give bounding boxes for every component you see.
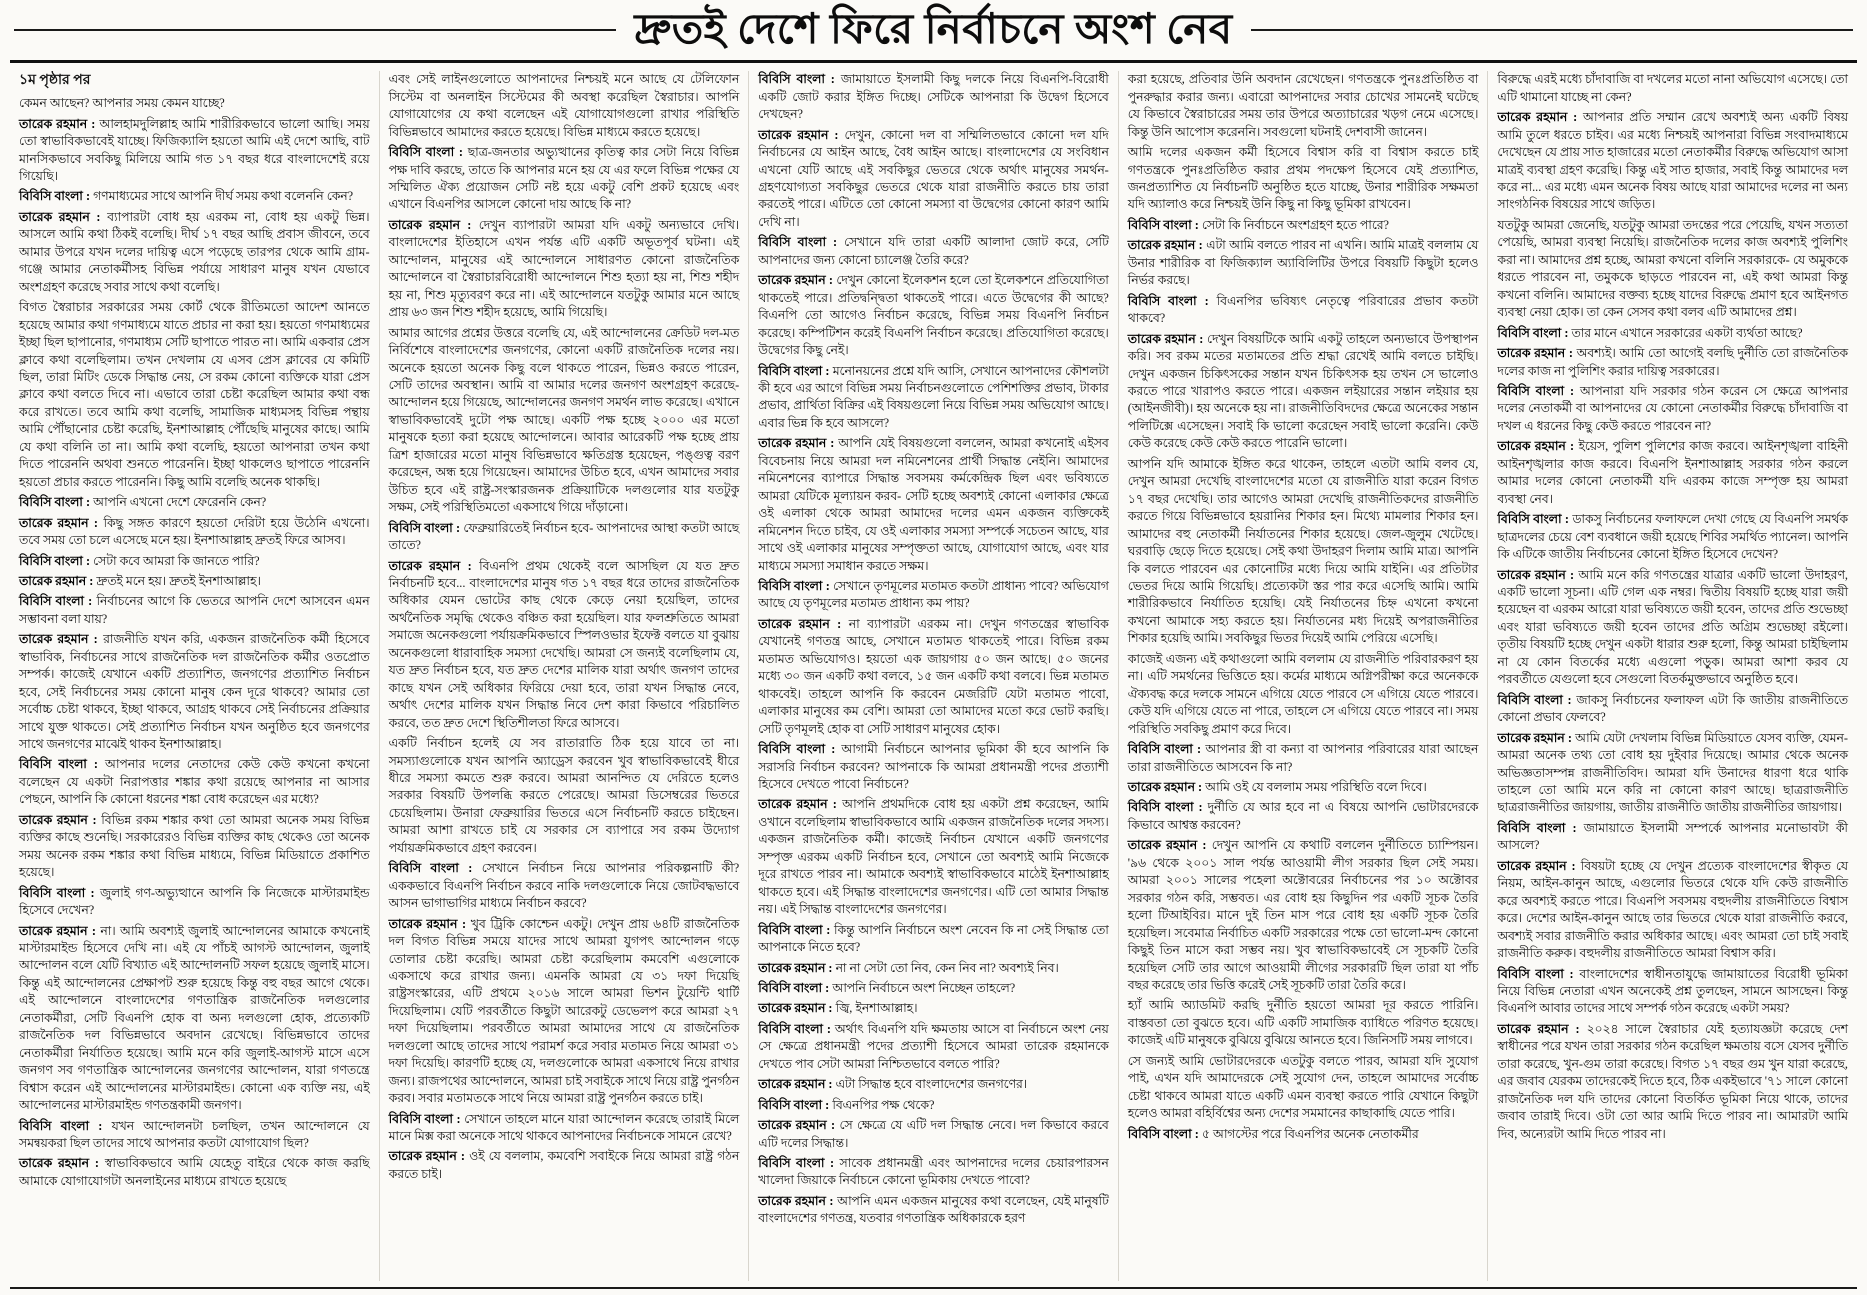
- speaker-label: তারেক রহমান :: [758, 1077, 836, 1092]
- interview-question: বিবিসি বাংলা : বিএনপির ভবিষ্যৎ নেতৃত্বে পরিবারের প্রভাব কতটা থাকবে?: [1127, 293, 1479, 326]
- interview-answer: তারেক রহমান : আপনি যেই বিষয়গুলো বললেন, আমরা কখনোই এইসব বিবেচনায় নিয়ে আমরা দল নমিনেশনের প্রার্থী সিদ্ধান্ত নেইনি। আমাদের নমিনেশনের ব্যাপারে সিদ্ধান্ত সবসময় কর্মকেন্দ্রিক ছিল এবং ভবিষ্যতে আমরা যেটিকে মূল্যায়ন করব- সেটি হচ্ছে অবশ্যই কোনো এলাকার ক্ষেত্রে ওই এলাকা থেকে আমরা আমাদের দলের এমন একজন ব্যক্তিকেই নমিনেশন দিতে চাইব, যে ওই এলাকার সমস্যা সম্পর্কে সচেতন আছে, যার সাথে ওই এলাকার মানুষের সম্পৃক্ততা আছে, যোগাযোগ আছে, এবং যার মাধ্যমে সমস্যা সমাধান করতে সক্ষম।: [758, 436, 1109, 573]
- paragraph: আমি দলের একজন কর্মী হিসেবে বিশ্বাস করি বা বিশ্বাস করতে চাই গণতন্ত্রকে পুনঃপ্রতিষ্ঠিত করার প্রথম পদক্ষেপ হিসেবে যেই প্রত্যাশিত, জনপ্রত্যাশিত যে নির্বাচনটি অনুষ্ঠিত হতে যাচ্ছে, উনার শারীরিক সক্ষমতা যদি অ্যালাও করে নিশ্চয়ই উনি কিছু না কিছু ভূমিকা রাখবেন।: [1127, 145, 1479, 212]
- interview-answer: তারেক রহমান : বিভিন্ন রকম শঙ্কার কথা তো আমরা অনেক সময় বিভিন্ন ব্যক্তির কাছে শুনেছি। সরকারেরও বিভিন্ন ব্যক্তির কাছ থেকেও তো অনেক সময় অনেক রকম শঙ্কার কথা বিভিন্ন মাধ্যমে, বিভিন্ন মিডিয়াতে প্রকাশিত হয়েছে।: [19, 812, 370, 880]
- speaker-label: বিবিসি বাংলা :: [758, 1021, 835, 1036]
- speaker-label: বিবিসি বাংলা :: [758, 363, 833, 378]
- speaker-label: তারেক রহমান :: [758, 797, 843, 812]
- paragraph: আমার আগের প্রশ্নের উত্তরে বলেছি যে, এই আন্দোলনের ক্রেডিট দল-মত নির্বিশেষে বাংলাদেশের জনগণের, কোনো একটি রাজনৈতিক দলের নয়। অনেকে হয়তো অনেক কিছু বলে থাকতে পারেন, ভিন্নও করতে পারেন, সেটি তাদের অবস্থান। আমি বা আমার দলের জনগণ অংশগ্রহণ করেছে- আন্দোলন হয়ে গিয়েছে, আন্দোলনের জনগণ সমর্থন লাভ করেছে। এখানে স্বাভাবিকভাবেই দুটো পক্ষ আছে। একটি পক্ষ হচ্ছে ২০০০ এর মতো মানুষকে হত্যা করা হয়েছে আন্দোলনে। আবার আরেকটি পক্ষ হচ্ছে প্রায় ত্রিশ হাজারের মতো মানুষ বিভিন্নভাবে ক্ষতিগ্রস্ত হয়েছেন, পঙ্গুত্ব বরণ করেছেন, অন্ধ হয়ে গিয়েছেন। আমাদের উচিত হবে, এখন আমাদের সবার উচিত হবে এই রাষ্ট্র-সংস্কারজনক প্রক্রিয়াটিকে দলগুলোর যার যতটুকু সক্ষম, সেই পরিস্থিতিমতো একসাথে গিয়ে দাঁড়ানো।: [388, 325, 740, 515]
- article-column-3: [748, 71, 1118, 1281]
- interview-question: বিবিসি বাংলা : কিন্তু আপনি নির্বাচনে অংশ নেবেন কি না সেই সিদ্ধান্ত তো আপনাকে নিতে হবে?: [758, 922, 1109, 955]
- interview-question: বিবিসি বাংলা : গণমাধ্যমের সাথে আপনি দীর্ঘ সময় কথা বলেননি কেন?: [19, 189, 354, 204]
- interview-question: বিবিসি বাংলা : জুলাই গণ-অভ্যুত্থানে আপনি কি নিজেকে মাস্টারমাইন্ড হিসেবে দেখেন?: [19, 885, 370, 918]
- interview-answer: তারেক রহমান : স্বাভাবিকভাবে আমি যেহেতু বাইরে থেকে কাজ করছি আমাকে যোগাযোগটা অনলাইনের মাধ্যমে রাখতে হয়েছে: [19, 1156, 370, 1188]
- speaker-label: তারেক রহমান :: [1497, 439, 1579, 454]
- interview-answer: তারেক রহমান : ওই যে বললাম, কমবেশি সবাইকে নিয়ে আমরা রাষ্ট্র গঠন করতে চাই।: [388, 1149, 740, 1181]
- speaker-label: তারেক রহমান :: [758, 616, 849, 631]
- interview-question: বিবিসি বাংলা : জামায়াতে ইসলামী সম্পর্কে আপনার মনোভাবটা কী আসলে?: [1497, 820, 1848, 853]
- interview-question: বিবিসি বাংলা : বিএনপির পক্ষ থেকে?: [758, 1097, 935, 1112]
- interview-question: বিবিসি বাংলা : বাংলাদেশের স্বাধীনতাযুদ্ধে জামায়াতের বিরোধী ভূমিকা নিয়ে বিভিন্ন নেতারা এখন অনেকেই প্রশ্ন তুলছেন, সামনে আসছেন। কিন্তু বিএনপি আবার তাদের সাথে সম্পর্ক গঠন করেছে একটা সময়?: [1497, 966, 1848, 1016]
- interview-question: বিবিসি বাংলা : আপনার স্ত্রী বা কন্যা বা আপনার পরিবারের যারা আছেন তারা রাজনীতিতে আসবেন কি না?: [1127, 742, 1479, 774]
- interview-question: বিবিসি বাংলা : আপনি নির্বাচনে অংশ নিচ্ছেন তাহলে?: [758, 980, 1016, 995]
- interview-answer: তারেক রহমান : বিষয়টা হচ্ছে যে দেখুন প্রত্যেক বাংলাদেশের স্বীকৃত যে নিয়ম, আইন-কানুন আছে, এগুলোর ভিতরে থেকে যদি কেউ রাজনীতি করে অবশ্যই করতে পারে। বিএনপি সবসময় বহুদলীয় রাজনীতিতে বিশ্বাস করে। দেশের আইন-কানুন আছে তার ভিতরে থেকে যারা রাজনীতি করবে, অবশ্যই সবার রাজনীতি করার অধিকার আছে। এবং আমরা তো চাই সবাই রাজনীতি করুক। বহুদলীয় রাজনীতিতে আমরা বিশ্বাস করি।: [1497, 858, 1848, 961]
- speaker-label: বিবিসি বাংলা :: [1497, 384, 1580, 398]
- interview-answer: তারেক রহমান : ইয়েস, পুলিশ পুলিশের কাজ করবে। আইনশৃঙ্খলা বাহিনী আইনশৃঙ্খলার কাজ করবে। বিএনপি ইনশাআল্লাহ সরকার গঠন করলে আমার দলের কোনো নেতাকর্মী যদি এরকম কাজে সম্পৃক্ত হয় আমরা ব্যবস্থা নেব।: [1497, 439, 1848, 506]
- interview-answer: তারেক রহমান : দ্রুতই মনে হয়। দ্রুতই ইনশাআল্লাহ।: [19, 573, 261, 588]
- interview-answer: তারেক রহমান : দেখুন আপনি যে কথাটি বললেন দুর্নীতিতে চ্যাম্পিয়ন। '৯৬ থেকে ২০০১ সাল পর্যন্ত আওয়ামী লীগ সরকার ছিল সেই সময়। আমরা ২০০১ সালের পহেলা অক্টোবরের নির্বাচনের পর ১০ অক্টোবর সরকার গঠন করি, সম্ভবত। এর বোধ হয় কিছুদিন পর একটি সূচক তৈরি হলো টিআইবির। মানে দুই তিন মাস পরে বোধ হয় একটি সূচক তৈরি হয়েছিল। সবেমাত্র নির্বাচিত একটি সরকারের পক্ষে তো ভালো-মন্দ কোনো কিছুই তিন মাসে করা সম্ভব নয়। খুব স্বাভাবিকভাবেই সে সূচকটি তৈরি হয়েছিল সেটি তার আগে আওয়ামী লীগের সরকারটি ছিল তারা যা পাঁচ বছর করেছে তার ভিত্তি করেই সেই সূচকটি তারা তৈরি করে।: [1127, 838, 1479, 992]
- speaker-label: তারেক রহমান :: [1497, 1021, 1587, 1036]
- interview-answer: তারেক রহমান : আপনি প্রথমদিকে বোধ হয় একটা প্রশ্ন করেছেন, আমি ওখানে বলেছিলাম স্বাভাবিকভাবে আমি একজন রাজনৈতিক দলের সদস্য। একজন রাজনৈতিক কর্মী। কাজেই নির্বাচন যেখানে একটি জনগণের সম্পৃক্ত এরকম একটি নির্বাচন হবে, সেখানে তো অবশ্যই আমি নিজেকে দূরে রাখতে পারব না। আমাকে অবশ্যই স্বাভাবিকভাবে মাঠেই ইনশাআল্লাহ থাকতে হবে। এই সিদ্ধান্ত বাংলাদেশের জনগণের। এটি তো আমার সিদ্ধান্ত নয়। এই সিদ্ধান্ত বাংলাদেশের জনগণের।: [758, 797, 1109, 917]
- interview-question: বিবিসি বাংলা : সাবেক প্রধানমন্ত্রী এবং আপনাদের দলের চেয়ারপারসন খালেদা জিয়াকে নির্বাচনে কোনো ভূমিকায় দেখতে পাবো?: [758, 1156, 1109, 1188]
- paragraph: বিগত স্বৈরাচার সরকারের সময় কোর্ট থেকে রীতিমতো আদেশ আনতে হয়েছে আমার কথা গণমাধ্যমে যাতে প্রচার না করা হয়। হয়তো গণমাধ্যমের ইচ্ছা ছিল ছাপানোর, গণমাধ্যম সেটি ছাপাতে পারত না। আমি একবার প্রেস ক্লাবে কথা বলেছিলাম। তখন দেখলাম যে এসব প্রেস ক্লাবের যে কমিটি ছিল, তারা মিটিং ডেকে সিদ্ধান্ত নেয়, সে রকম কোনো ব্যক্তিকে যারা প্রেস ক্লাবে কথা বলতে দিবে না। এভাবে তারা চেষ্টা করেছিল আমার কথা বন্ধ করে রাখতে। তবে আমি কথা বলেছি, সামাজিক মাধ্যমসহ বিভিন্ন পন্থায় আমি পৌঁছানোর চেষ্টা করেছি, ইনশাআল্লাহ পৌঁছেছি মানুষের কাছে। আমি যে কথা বলিনি তা না। আমি কথা বলেছি, হয়তো আপনারা তখন কথা দিতে পারেননি অথবা শুনতে পারেননি। ইচ্ছা থাকলেও ছাপাতে পারেননি হয়তো প্রচার করতে পারেননি। কিছু আমি বলেছি অনেক থাকছি।: [19, 300, 370, 489]
- article-column-2: [379, 71, 749, 1281]
- speaker-label: তারেক রহমান :: [388, 217, 479, 232]
- interview-question: বিবিসি বাংলা : ছাত্র-জনতার অভ্যুত্থানের কৃতিত্ব কার সেটা নিয়ে বিভিন্ন পক্ষ দাবি করছে, তাতে কি আপনার মনে হয় যে এর ফলে বিভিন্ন পক্ষের যে সম্মিলিত ঐক্য প্রয়োজন সেটি নষ্ট হয়ে একটু বেশি প্রকট হয়েছে এবং এখানে বিএনপির আসলে কোনো দায় আছে কি না?: [388, 145, 740, 212]
- interview-answer: তারেক রহমান : আমি মনে করি গণতন্ত্রের যাত্রার একটি ভালো উদাহরণ, একটি ভালো সূচনা। এটি গেল এক নম্বর। দ্বিতীয় বিষয়টি হচ্ছে যারা জয়ী হয়েছেন বা এরকম আরো যারা ভবিষ্যতে জয়ী হবেন, তাদের প্রতি শুভেচ্ছা এবং যারা ভবিষ্যতে জয়ী হবেন তাদের প্রতি অগ্রিম শুভেচ্ছা রইলো। তৃতীয় বিষয়টি হচ্ছে দেখুন একটা ধারার শুরু হলো, কিন্তু আমরা চাইছিলাম না যে কোন বিতর্কের মধ্যে এগুলো পড়ুক। আমরা আশা করব যে পরবর্তীতে যেগুলো হবে সেগুলো বিতর্কমুক্তভাবে অনুষ্ঠিত হবে।: [1497, 567, 1848, 687]
- speaker-label: বিবিসি বাংলা :: [19, 594, 97, 609]
- paragraph: হ্যাঁ আমি অ্যাডমিট করছি দুর্নীতি হয়তো আমরা দূর করতে পারিনি। বাস্তবতা তো বুঝতে হবে। এটি একটি সামাজিক ব্যাধিতে পরিণত হয়েছে। কাজেই এটি মানুষকে বুঝিয়ে বুঝিয়ে আনতে হবে। জিনিসটি সময় লাগবে।: [1127, 998, 1479, 1048]
- interview-answer: তারেক রহমান : ব্যাপারটা বোধ হয় এরকম না, বোধ হয় একটু ভিন্ন। আসলে আমি কথা ঠিকই বলেছি। দীর্ঘ ১৭ বছর আছি প্রবাস জীবনে, তবে আমার উপরে যখন দলের দায়িত্ব এসে পড়েছে তারপর থেকে আমি গ্রাম-গঞ্জে আমার নেতাকর্মীসহ বিভিন্ন পর্যায়ে সাধারণ মানুষ যখন যেভাবে অংশগ্রহণ করেছে সবার সাথে কথা বলেছি।: [19, 209, 370, 294]
- interview-answer: তারেক রহমান : না ব্যাপারটা এরকম না। দেখুন গণতন্ত্রের স্বাভাবিক যেখানেই গণতন্ত্র আছে, সেখানে মতামত থাকতেই পারে। বিভিন্ন রকম মতামত অভিযোগও। হয়তো এক জায়গায় ৫০ জন আছে। ৫০ জনের মধ্যে ৩০ জন একটি কথা বলবে, ১৫ জন একটি কথা বলবে। ভিন্ন মতামত থাকবেই। তাহলে আপনি কি করবেন মেজরিটি যেটা মতামত পাবো, এলাকার মানুষের কম বেশি। আমরা তো আমাদের মতো করে ভোট করছি। সেটি তৃণমূলই হোক বা সেটি সাধারণ মানুষের হোক।: [758, 616, 1109, 736]
- interview-question: বিবিসি বাংলা : নির্বাচনের আগে কি ভেতরে আপনি দেশে আসবেন এমন সম্ভাবনা বলা যায়?: [19, 594, 370, 626]
- speaker-label: তারেক রহমান :: [1497, 858, 1581, 873]
- speaker-label: তারেক রহমান :: [1127, 331, 1208, 346]
- interview-question: বিবিসি বাংলা : সেখানে নির্বাচন নিয়ে আপনার পরিকল্পনাটি কী? এককভাবে বিএনপি নির্বাচন করবে নাকি দলগুলোকে নিয়ে জোটবদ্ধভাবে আসন ভাগাভাগির মাধ্যমে নির্বাচন করবে?: [388, 861, 740, 911]
- interview-question: বিবিসি বাংলা : মনোনয়নের প্রশ্নে যদি আসি, সেখানে আপনাদের কৌশলটা কী হবে এর আগে বিভিন্ন সময় নির্বাচনগুলোতে পেশিশক্তির প্রভাব, টাকার প্রভাব, প্রার্থিতা বিক্রির এই বিষয়গুলো নিয়ে বিভিন্ন সময় অভিযোগ আছে। এবার ভিন্ন কি হবে আসলে?: [758, 363, 1109, 430]
- interview-question: বিবিসি বাংলা : তার মানে এখানে সরকারের একটা ব্যর্থতা আছে?: [1497, 325, 1803, 340]
- speaker-label: তারেক রহমান :: [19, 1156, 105, 1171]
- interview-question: বিবিসি বাংলা : আপনারা যদি সরকার গঠন করেন সে ক্ষেত্রে আপনার দলের নেতাকর্মী বা আপনাদের যে কোনো নেতাকর্মীর বিরুদ্ধে চাঁদাবাজি বা দখল এ ধরনের কিছু কেউ করতে পারবেন না?: [1497, 384, 1848, 433]
- speaker-label: বিবিসি বাংলা :: [758, 922, 834, 937]
- interview-question: বিবিসি বাংলা : আগামী নির্বাচনে আপনার ভূমিকা কী হবে আপনি কি সরাসরি নির্বাচন করবেন? আপনাকে কি আমরা প্রধানমন্ত্রী পদের প্রত্যাশী হিসেবে দেখতে পাবো নির্বাচনে?: [758, 742, 1109, 791]
- speaker-label: বিবিসি বাংলা :: [1497, 692, 1577, 707]
- interview-question: বিবিসি বাংলা : সেটা কি নির্বাচনে অংশগ্রহণ হতে পারে?: [1127, 217, 1389, 232]
- speaker-label: বিবিসি বাংলা :: [19, 757, 105, 772]
- interview-answer: তারেক রহমান : দেখুন বিষয়টিকে আমি একটু তাহলে অন্যভাবে উপস্থাপন করি। সব রকম মতের মতামতের প্রতি শ্রদ্ধা রেখেই আমি বলতে চাইছি। দেখুন একজন চিকিৎসকের সন্তান যখন চিকিৎসক হয় তখন সে ভালোও করতে পারে খারাপও করতে পারে। একজন লইয়ারের সন্তান লইয়ার হয় (আইনজীবী)। হয় অনেকে হয় না। রাজনীতিবিদদের ক্ষেত্রে অনেকের সন্তান পলিটিক্সে এসেছেন। সবাই কি ভালো করেছেন সবাই ভালো করেনি। কেউ কেউ করেছে কেউ কেউ করতে পারেনি ভালো।: [1127, 331, 1479, 451]
- interview-answer: তারেক রহমান : এটা আমি বলতে পারব না এখনি। আমি মাত্রই বললাম যে উনার শারীরিক বা ফিজিক্যাল অ্যাবিলিটির উপরে বিষয়টি কিছুটা হলেও নির্ভর করছে।: [1127, 238, 1479, 288]
- paragraph: সে জন্যই আমি ভোটারদেরকে এতটুকু বলতে পারব, আমরা যদি সুযোগ পাই, এখন যদি আমাদেরকে সেই সুযোগ দেন, তাহলে আমাদের সর্বোচ্চ চেষ্টা থাকবে আমরা যাতে একটি এমন ব্যবস্থা করতে পারি যেখানে কিছুটা হলেও আমরা বহির্বিশ্বের অন্য দেশের সমমানের কাছাকাছি যেতে পারি।: [1127, 1053, 1479, 1121]
- speaker-label: তারেক রহমান :: [1497, 730, 1576, 745]
- interview-answer: তারেক রহমান : না না সেটা তো নিব, কেন নিব না? অবশ্যই নিব।: [758, 960, 1059, 975]
- speaker-label: তারেক রহমান :: [388, 916, 471, 931]
- speaker-label: বিবিসি বাংলা :: [1127, 293, 1217, 308]
- masthead: [0, 0, 1867, 56]
- interview-answer: তারেক রহমান : ২০২৪ সালে স্বৈরাচার যেই হত্যাযজ্ঞটা করেছে দেশ স্বাধীনের পরে যখন তারা সরকার গঠন করেছিল ক্ষমতায় বসে যেসব দুর্নীতি তারা করেছে, খুন-গুম তারা করেছে। বিগত ১৭ বছর গুম খুন যারা করেছে, এর জবাব যেরকম তাদেরকেই দিতে হবে, ঠিক একইভাবে '৭১ সালে কোনো রাজনৈতিক দল যদি তাদের কোনো বিতর্কিত ভূমিকা নিয়ে থাকে, তাদের জবাব তারাই দিবে। ওটা তো আর আমি দিতে পারব না। আমারটা আমি দিব, অন্যেরটা আমি দিতে পারব না।: [1497, 1021, 1848, 1141]
- interview-question: বিবিসি বাংলা : সেখানে তৃণমূলের মতামত কতটা প্রাধান্য পাবে? অভিযোগ আছে যে তৃণমূলের মতামত প্রাধান্য কম পায়?: [758, 578, 1109, 611]
- speaker-label: তারেক রহমান :: [758, 1193, 838, 1208]
- speaker-label: তারেক রহমান :: [758, 436, 839, 451]
- interview-question: বিবিসি বাংলা : সেখানে তাহলে মানে যারা আন্দোলন করেছে তারাই মিলে মানে মিক্স করা অনেকে সাথে থাকবে আপনাদের নির্বাচনকে সামনে রেখে?: [388, 1111, 740, 1144]
- speaker-label: বিবিসি বাংলা :: [19, 885, 100, 900]
- interview-question: বিবিসি বাংলা : আপনার দলের নেতাদের কেউ কেউ কখনো কখনো বলেছেন যে একটা নিরাপত্তার শঙ্কার কথা রয়েছে আপনার না আসার পেছনে, আপনি কি কোনো ধরনের শঙ্কা বোধ করেছেন এর মধ্যে?: [19, 757, 370, 807]
- interview-answer: তারেক রহমান : অবশ্যই। আমি তো আগেই বলছি দুর্নীতি তো রাজনৈতিক দলের কাজ না পুলিশিং করার দায়িত্ব সরকারের।: [1497, 346, 1848, 378]
- paragraph: একটি নির্বাচন হলেই যে সব রাতারাতি ঠিক হয়ে যাবে তা না। সমস্যাগুলোকে যখন আপনি অ্যাড্রেস করবেন খুব স্বাভাবিকভাবেই ধীরে ধীরে সমস্যা কমতে শুরু করবে। আমরা আনন্দিত যে দেরিতে হলেও সরকার বিষয়টি উপলব্ধি করতে পেরেছে। আমরা ডিসেম্বরের ভিতরে চেয়েছিলাম। উনারা ফেব্রুয়ারির ভিতরে এসে নির্বাচনটি করতে চাইছেন। আমরা আশা রাখতে চাই যে সরকার সে ব্যাপারে সব রকম উদ্যোগ পর্যায়ক্রমিকভাবে গ্রহণ করবেন।: [388, 736, 740, 855]
- paragraph: কেমন আছেন? আপনার সময় কেমন যাচ্ছে?: [19, 96, 225, 111]
- speaker-label: বিবিসি বাংলা :: [1127, 1126, 1202, 1141]
- speaker-label: বিবিসি বাংলা :: [758, 235, 845, 250]
- speaker-label: তারেক রহমান :: [1497, 346, 1577, 361]
- interview-question: বিবিসি বাংলা : অর্থাৎ বিএনপি যদি ক্ষমতায় আসে বা নির্বাচনে অংশ নেয় সে ক্ষেত্রে প্রধানমন্ত্রী পদের প্রত্যাশী হিসেবে আমরা তারেক রহমানকে দেখতে পাব সেটা আমরা নিশ্চিতভাবে বলতে পারি?: [758, 1021, 1109, 1071]
- speaker-label: তারেক রহমান :: [1127, 779, 1206, 794]
- speaker-label: তারেক রহমান :: [388, 1149, 470, 1164]
- speaker-label: বিবিসি বাংলা :: [758, 1097, 833, 1112]
- speaker-label: তারেক রহমান :: [758, 273, 837, 288]
- page-title: দ্রুতই দেশে ফিরে নির্বাচনে অংশ নেব: [634, 7, 1233, 53]
- interview-answer: তারেক রহমান : আলহামদুলিল্লাহ আমি শারীরিকভাবে ভালো আছি। সময় তো স্বাভাবিকভাবেই যাচ্ছে। ফিজিক্যালি হয়তো আমি এই দেশে আছি, বাট মানসিকভাবে সবকিছু মিলিয়ে আমি গত ১৭ বছর ধরে বাংলাদেশেই রয়ে গিয়েছি।: [19, 116, 370, 183]
- interview-answer: তারেক রহমান : দেখুন কোনো ইলেকশন হলে তো ইলেকশনে প্রতিযোগিতা থাকতেই পারে। প্রতিদ্বন্দ্বিতা থাকতেই পারে। এতে উদ্বেগের কী আছে? বিএনপি তো আগেও নির্বাচন করেছে, বিভিন্ন সময় বিএনপি নির্বাচন করেছে। কম্পিটিশন করেই বিএনপি নির্বাচন করেছে। প্রতিযোগিতা করেছে। উদ্বেগের কিছু নেই।: [758, 273, 1109, 358]
- interview-question: বিবিসি বাংলা : দুর্নীতি যে আর হবে না এ বিষয়ে আপনি ভোটারদেরকে কিভাবে আশ্বস্ত করবেন?: [1127, 800, 1479, 832]
- interview-answer: তারেক রহমান : কিছু সঙ্গত কারণে হয়তো দেরিটা হয়ে উঠেনি এখনো। তবে সময় তো চলে এসেছে মনে হয়। ইনশাআল্লাহ দ্রুতই ফিরে আসব।: [19, 515, 370, 548]
- speaker-label: বিবিসি বাংলা :: [19, 1118, 112, 1133]
- speaker-label: বিবিসি বাংলা :: [1497, 512, 1573, 527]
- speaker-label: তারেক রহমান :: [758, 1001, 836, 1016]
- article-column-1: [10, 71, 379, 1281]
- interview-answer: তারেক রহমান : জ্বি, ইনশাআল্লাহ।: [758, 1001, 918, 1016]
- speaker-label: বিবিসি বাংলা :: [758, 1156, 840, 1171]
- paragraph: করা হয়েছে, প্রতিবার উনি অবদান রেখেছেন। গণতন্ত্রকে পুনঃপ্রতিষ্ঠিত বা পুনরুদ্ধার করার জন্য। এবারো আপনাদের সবার চোখের সামনেই ঘটেছে যে কিভাবে স্বৈরাচারের সময় তার উপরে অত্যাচারের খড়গ নেমে এসেছে। কিন্তু উনি আপোস করেননি। সবগুলো ঘটনাই দেশবাসী জানেন।: [1127, 72, 1479, 139]
- speaker-label: তারেক রহমান :: [19, 116, 100, 131]
- article-column-4: [1118, 71, 1488, 1281]
- interview-answer: তারেক রহমান : আমি ওই যে বললাম সময় পরিস্থিতি বলে দিবে।: [1127, 779, 1427, 794]
- interview-answer: তারেক রহমান : আপনি এমন একজন মানুষের কথা বলেছেন, যেই মানুষটি বাংলাদেশের গণতন্ত্র, যতবার গণতান্ত্রিক অধিকারকে হরণ: [758, 1193, 1109, 1226]
- speaker-label: তারেক রহমান :: [19, 632, 104, 647]
- speaker-label: বিবিসি বাংলা :: [758, 742, 842, 757]
- paragraph: বিরুদ্ধে এরই মধ্যে চাঁদাবাজি বা দখলের মতো নানা অভিযোগ এসেছে। তো এটি থামানো যাচ্ছে না কেন?: [1497, 72, 1848, 104]
- speaker-label: তারেক রহমান :: [758, 1118, 840, 1133]
- interview-answer: তারেক রহমান : খুব ট্রিকি কোশ্চেন একটু। দেখুন প্রায় ৬৪টি রাজনৈতিক দল বিগত বিভিন্ন সময়ে যাদের সাথে আমরা যুগপৎ আন্দোলন গড়ে তোলার চেষ্টা করেছি। আমরা চেষ্টা করেছিলাম কমবেশি এগুলোকে একসাথে করে রাখার জন্য। এমনকি আমরা যে ৩১ দফা দিয়েছি রাষ্ট্রসংস্কারের, এটি প্রথমে ২০১৬ সালে আমরা ভিশন টুয়েন্টি থার্টি দিয়েছিলাম। যেটি পরবর্তীতে কিছুটা আরেকটু ডেভেলপ করে আমরা ২৭ দফা দিয়েছিলাম। পরবর্তীতে আমরা আমাদের সাথে যে রাজনৈতিক দলগুলো আছে তাদের সাথে পরামর্শ করে সবার মতামত নিয়ে আমরা ৩১ দফা দিয়েছি। কারণটি হচ্ছে যে, দলগুলোকে আমরা একসাথে নিয়ে রাখার জন্য। রাজপথের আন্দোলনে, আমরা চাই সবাইকে সাথে নিয়ে রাষ্ট্র পুনর্গঠন করব। সবার মতামতকে সাথে নিয়ে আমরা রাষ্ট্র পুনর্গঠন করতে চাই।: [388, 916, 740, 1106]
- speaker-label: তারেক রহমান :: [1497, 110, 1584, 125]
- article-column-5: [1487, 71, 1857, 1281]
- speaker-label: তারেক রহমান :: [1127, 238, 1207, 253]
- article-body: [0, 63, 1867, 1285]
- interview-answer: তারেক রহমান : দেখুন ব্যাপারটা আমরা যদি একটু অন্যভাবে দেখি। বাংলাদেশের ইতিহাসে এখন পর্যন্ত এটি একটি অভূতপূর্ব ঘটনা। এই আন্দোলন, মানুষের এই আন্দোলনে সাধারণত কোনো রাজনৈতিক আন্দোলনে বা স্বৈরাচারবিরোধী আন্দোলনে শিশু হত্যা হয় না, শিশু শহীদ হয় না, শিশু মৃত্যুবরণ করে না। এই আন্দোলনে যতটুকু আমার মনে আছে প্রায় ৬৩ জন শিশু শহীদ হয়েছে, আমি গিয়েছি।: [388, 217, 740, 320]
- speaker-label: বিবিসি বাংলা :: [388, 145, 468, 160]
- speaker-label: বিবিসি বাংলা :: [1127, 742, 1206, 757]
- speaker-label: বিবিসি বাংলা :: [388, 520, 464, 535]
- paragraph: যতটুকু আমরা জেনেছি, যতটুকু আমরা তদন্তের পরে পেয়েছি, যখন সত্যতা পেয়েছি, আমরা ব্যবস্থা নিয়েছি। রাজনৈতিক দলের কাজ অবশ্যই পুলিশিং করা না। আমাদের প্রশ্ন হচ্ছে, আমরা কখনো বলিনি সরকারকে- যে অমুককে ধরতে পারবেন না, তমুককে ছাড়তে পারবেন না, এই কথা আমরা কিন্তু কখনো বলিনি। আমাদের বক্তব্য হচ্ছে যাদের বিরুদ্ধে প্রমাণ হবে আইনগত ব্যবস্থা নেয়া হোক। তা কেন সেসব কথা বলব এটি আমাদের প্রশ্ন।: [1497, 217, 1848, 320]
- interview-question: বিবিসি বাংলা : যখন আন্দোলনটা চলছিল, তখন আন্দোলনে যে সমন্বয়করা ছিল তাদের সাথে আপনার কতটা যোগাযোগ ছিল?: [19, 1118, 370, 1150]
- paragraph: কাজেই এজন্য এই কথাগুলো আমি বললাম যে রাজনীতি পরিবারকরণ হয় না। এটি সমর্থনের ভিত্তিতে হয়। কর্মের মাধ্যমে অগ্নিপরীক্ষা করে অনেককে ঐক্যবদ্ধ করে দলকে সামনে এগিয়ে যেতে পারবে সে এগিয়ে যেতে পারবে। কেউ যদি এগিয়ে যেতে না পারে, তাহলে সে এগিয়ে যেতে পারবে না। সময় পরিস্থিতি সবকিছু প্রমাণ করে দিবে।: [1127, 651, 1479, 736]
- bottom-rule: [10, 1287, 1857, 1289]
- interview-answer: তারেক রহমান : সে ক্ষেত্রে যে এটি দল সিদ্ধান্ত নেবে। দল কিভাবে করবে এটি দলের সিদ্ধান্ত।: [758, 1118, 1109, 1150]
- speaker-label: বিবিসি বাংলা :: [1497, 325, 1572, 340]
- speaker-label: তারেক রহমান :: [19, 573, 97, 588]
- speaker-label: তারেক রহমান :: [19, 515, 104, 530]
- speaker-label: তারেক রহমান :: [388, 558, 480, 573]
- speaker-label: তারেক রহমান :: [758, 127, 845, 142]
- speaker-label: বিবিসি বাংলা :: [1127, 800, 1208, 815]
- interview-answer: তারেক রহমান : রাজনীতি যখন করি, একজন রাজনৈতিক কর্মী হিসেবে স্বাভাবিক, নির্বাচনের সাথে রাজনৈতিক দল রাজনৈতিক কর্মীর ওতপ্রোত সম্পর্ক। কাজেই যেখানে একটি প্রত্যাশিত, জনগণের প্রত্যাশিত নির্বাচন হবে, সেই নির্বাচনের সময় কোনো মানুষ কেন দূরে থাকবে? আমার তো সর্বোচ্চ চেষ্টা থাকবে, ইচ্ছা থাকবে, আগ্রহ থাকবে সেই নির্বাচনের প্রক্রিয়ার সাথে যুক্ত থাকতে। সেই প্রত্যাশিত নির্বাচন যখন অনুষ্ঠিত হবে জনগণের সাথে জনগণের মাঝেই থাকব ইনশাআল্লাহ।: [19, 632, 370, 752]
- speaker-label: বিবিসি বাংলা :: [758, 72, 841, 87]
- continuation-label: ১ম পৃষ্ঠার পর: [19, 73, 91, 89]
- interview-question: বিবিসি বাংলা : সেটা কবে আমরা কি জানতে পারি?: [19, 553, 260, 568]
- interview-answer: তারেক রহমান : আপনার প্রতি সম্মান রেখে অবশ্যই অন্য একটি বিষয় আমি তুলে ধরতে চাইব। এর মধ্যে নিশ্চয়ই আপনারা বিভিন্ন সংবাদমাধ্যমে দেখেছেন যে প্রায় সাত হাজারের মতো নেতাকর্মীর বিরুদ্ধে অভিযোগ আসা মাত্রই ব্যবস্থা গ্রহণ করেছি। কিন্তু এই সাত হাজার, সবাই কিন্তু আমাদের দল করে না... এর মধ্যে এমন অনেক বিষয় আছে যারা আমাদের দলের না অন্য সাংগঠনিক বিষয়ের সাথে জড়িত।: [1497, 110, 1848, 212]
- speaker-label: তারেক রহমান :: [19, 923, 101, 938]
- speaker-label: বিবিসি বাংলা :: [1127, 217, 1202, 232]
- interview-question: বিবিসি বাংলা : সেখানে যদি তারা একটি আলাদা জোট করে, সেটি আপনাদের জন্য কোনো চ্যালেঞ্জ তৈরি করে?: [758, 235, 1109, 267]
- interview-answer: তারেক রহমান : আমি যেটা দেখলাম বিভিন্ন মিডিয়াতে যেসব ব্যক্তি, যেমন-আমরা অনেক তথ্য তো বোধ হয় দুইবার দিয়েছে। আমার থেকে অনেক অভিজ্ঞতাসম্পন্ন রাজনীতিবিদ। আমরা যদি উনাদের ধারণা ধরে থাকি তাহলে তো আমি মনে করি না কোনো কারণ আছে। ছাত্ররাজনীতি ছাত্ররাজনীতির জায়গায়, জাতীয় রাজনীতি জাতীয় রাজনীতির জায়গায়।: [1497, 730, 1848, 815]
- interview-question: বিবিসি বাংলা : ডাকসু নির্বাচনের ফলাফলে দেখা গেছে যে বিএনপি সমর্থক ছাত্রদলের চেয়ে বেশ ব্যবধানে জয়ী হয়েছে শিবির সমর্থিত প্যানেল। আপনি কি এটিকে জাতীয় নির্বাচনের কোনো ইঙ্গিত হিসেবে দেখেন?: [1497, 512, 1848, 562]
- interview-question: বিবিসি বাংলা : জামায়াতে ইসলামী কিছু দলকে নিয়ে বিএনপি-বিরোধী একটি জোট করার ইঙ্গিত দিচ্ছে। সেটিকে আপনারা কি উদ্বেগ হিসেবে দেখছেন?: [758, 72, 1109, 122]
- interview-answer: তারেক রহমান : দেখুন, কোনো দল বা সম্মিলিতভাবে কোনো দল যদি নির্বাচনের যে আইন আছে, বৈধ আইন আছে। বাংলাদেশের যে সংবিধান এখনো যেটি আছে এই সবকিছুর ভেতরে থেকে অর্থাৎ মানুষের সমর্থন-গ্রহণযোগ্যতা সবকিছুর ভেতরে থেকে যারা রাজনীতি করতে চায় তারা করতেই পারে। এটিতে তো কোনো সমস্যা বা উদ্বেগের কোনো কারণ আমি দেখি না।: [758, 127, 1109, 229]
- interview-answer: তারেক রহমান : বিএনপি প্রথম থেকেই বলে আসছিল যে যত দ্রুত নির্বাচনটি হবে... বাংলাদেশের মানুষ গত ১৭ বছর ধরে তাদের রাজনৈতিক অধিকার যেমন ভোটের কাছ থেকে কেড়ে নেয়া হয়েছিল, তাদের অর্থনৈতিক সমৃদ্ধি থেকেও বঞ্চিত করা হয়েছিল। যার ফলশ্রুতিতে আমরা সমাজে অনেকগুলো পর্যায়ক্রমিকভাবে স্পিলওভার ইফেক্ট বলতে যা বুঝায় অনেকগুলো ধারাবাহিক সমস্যা দেখেছি। আমরা সে জন্যই বলেছিলাম যে, যত দ্রুত নির্বাচন হবে, যত দ্রুত দেশের মালিক যারা অর্থাৎ জনগণ তাদের কাছে যখন সেই অধিকার ফিরিয়ে দেয়া হবে, তারা যখন সিদ্ধান্ত নেবে, অর্থাৎ দেশের মালিক যখন সিদ্ধান্ত নিবে দেশ কারা কিভাবে পরিচালিত করবে, তত দ্রুত দেশে স্থিতিশীলতা ফিরে আসবে।: [388, 558, 740, 730]
- speaker-label: বিবিসি বাংলা :: [758, 578, 834, 593]
- speaker-label: তারেক রহমান :: [758, 960, 836, 975]
- speaker-label: বিবিসি বাংলা :: [388, 861, 482, 876]
- speaker-label: বিবিসি বাংলা :: [19, 495, 94, 510]
- headline-left-rule: [14, 29, 616, 31]
- interview-question: বিবিসি বাংলা : ফেব্রুয়ারিতেই নির্বাচন হবে- আপনাদের আস্থা কতটা আছে তাতে?: [388, 520, 740, 553]
- speaker-label: তারেক রহমান :: [1497, 567, 1579, 582]
- speaker-label: বিবিসি বাংলা :: [1497, 966, 1580, 981]
- interview-question: বিবিসি বাংলা : ৫ আগস্টের পরে বিএনপির অনেক নেতাকর্মীর: [1127, 1126, 1419, 1141]
- paragraph: আপনি যদি আমাকে ইঙ্গিত করে থাকেন, তাহলে এতটা আমি বলব যে, দেখুন আমরা দেখেছি বাংলাদেশের মতো যে রাজনীতি যারা করেন বিগত ১৭ বছর দেখেছি। তার আগেও আমরা দেখেছি রাজনীতিকদের রাজনীতি করতে গিয়ে বিভিন্নভাবে হয়রানির শিকার হন। মিথ্যে মামলার শিকার হন। আমাদের বহু নেতাকর্মী নির্যাতনের শিকার হয়েছে। জেল-জুলুম খেটেছে। ঘরবাড়ি ছেড়ে দিতে হয়েছে। সেই কথা উদাহরণ দিলাম আমি মাত্র। আপনি কি বলতে পারবেন এর কোনোটির মধ্যে দিয়ে আমি যাইনি। এর প্রতিটার ভেতর দিয়ে আমি গিয়েছি। প্রত্যেকটা স্তর পার করে এসেছি আমি। আমি শারীরিকভাবে নির্যাতিত হয়েছি। যেই নির্যাতনের চিহ্ন এখনো কখনো কখনো আমাকে সহ্য করতে হয়। নির্যাতনের মধ্য দিয়েই অপরাজনীতির শিকার হয়েছি আমি। সবকিছুর ভিতর দিয়েই আমি পেরিয়ে এসেছি।: [1127, 456, 1479, 646]
- interview-question: বিবিসি বাংলা : জাকসু নির্বাচনের ফলাফল এটা কি জাতীয় রাজনীতিতে কোনো প্রভাব ফেলবে?: [1497, 692, 1848, 725]
- headline-right-rule: [1251, 29, 1853, 31]
- interview-answer: তারেক রহমান : এটা সিদ্ধান্ত হবে বাংলাদেশের জনগণের।: [758, 1077, 1028, 1092]
- speaker-label: বিবিসি বাংলা :: [19, 553, 94, 568]
- speaker-label: তারেক রহমান :: [1127, 838, 1212, 853]
- speaker-label: বিবিসি বাংলা :: [388, 1111, 465, 1126]
- interview-answer: তারেক রহমান : না। আমি অবশ্যই জুলাই আন্দোলনের আমাকে কখনোই মাস্টারমাইন্ড হিসেবে দেখি না। এই যে পাঁচই আগস্ট আন্দোলন, জুলাই আন্দোলন বলে যেটি বিখ্যাত এই আন্দোলনটি সফল হয়েছে জুলাই মাসে। কিন্তু এই আন্দোলনের প্রেক্ষাপট শুরু হয়েছে কিন্তু বহু বছর আগে থেকে। এই আন্দোলনে বাংলাদেশের গণতান্ত্রিক রাজনৈতিক দলগুলোর নেতাকর্মীরা, সেটি বিএনপি হোক বা অন্য দলগুলো হোক, প্রত্যেকটি রাজনৈতিক দল বিভিন্নভাবে অবদান রেখেছে। বিভিন্নভাবে তাদের নেতাকর্মীরা নির্যাতিত হয়েছে। আমি মনে করি জুলাই-আগস্ট মাসে এসে জনগণ সব গণতান্ত্রিক আন্দোলনের জনগণের আন্দোলন, যারা গণতন্ত্রে বিশ্বাস করেন এই আন্দোলনের মাস্টারমাইন্ড। কোনো এক ব্যক্তি নয়, এই আন্দোলনের মাস্টারমাইন্ড গণতন্ত্রকামী জনগণ।: [19, 923, 370, 1113]
- interview-question: বিবিসি বাংলা : আপনি এখনো দেশে ফেরেননি কেন?: [19, 495, 267, 510]
- speaker-label: তারেক রহমান :: [19, 812, 102, 827]
- speaker-label: তারেক রহমান :: [19, 209, 108, 224]
- speaker-label: বিবিসি বাংলা :: [758, 980, 833, 995]
- speaker-label: বিবিসি বাংলা :: [1497, 820, 1584, 835]
- paragraph: এবং সেই লাইনগুলোতে আপনাদের নিশ্চয়ই মনে আছে যে টেলিফোন সিস্টেম বা অনলাইন সিস্টেমের কী অবস্থা করেছিল স্বৈরাচার। আপনি যোগাযোগের যে কথা বলেছেন এই যোগাযোগগুলো রাখার পরিস্থিতি বিভিন্নভাবে আমাদের করতে হয়েছে। বিভিন্ন মাধ্যমে করতে হয়েছে।: [388, 72, 740, 139]
- speaker-label: বিবিসি বাংলা :: [19, 189, 94, 204]
